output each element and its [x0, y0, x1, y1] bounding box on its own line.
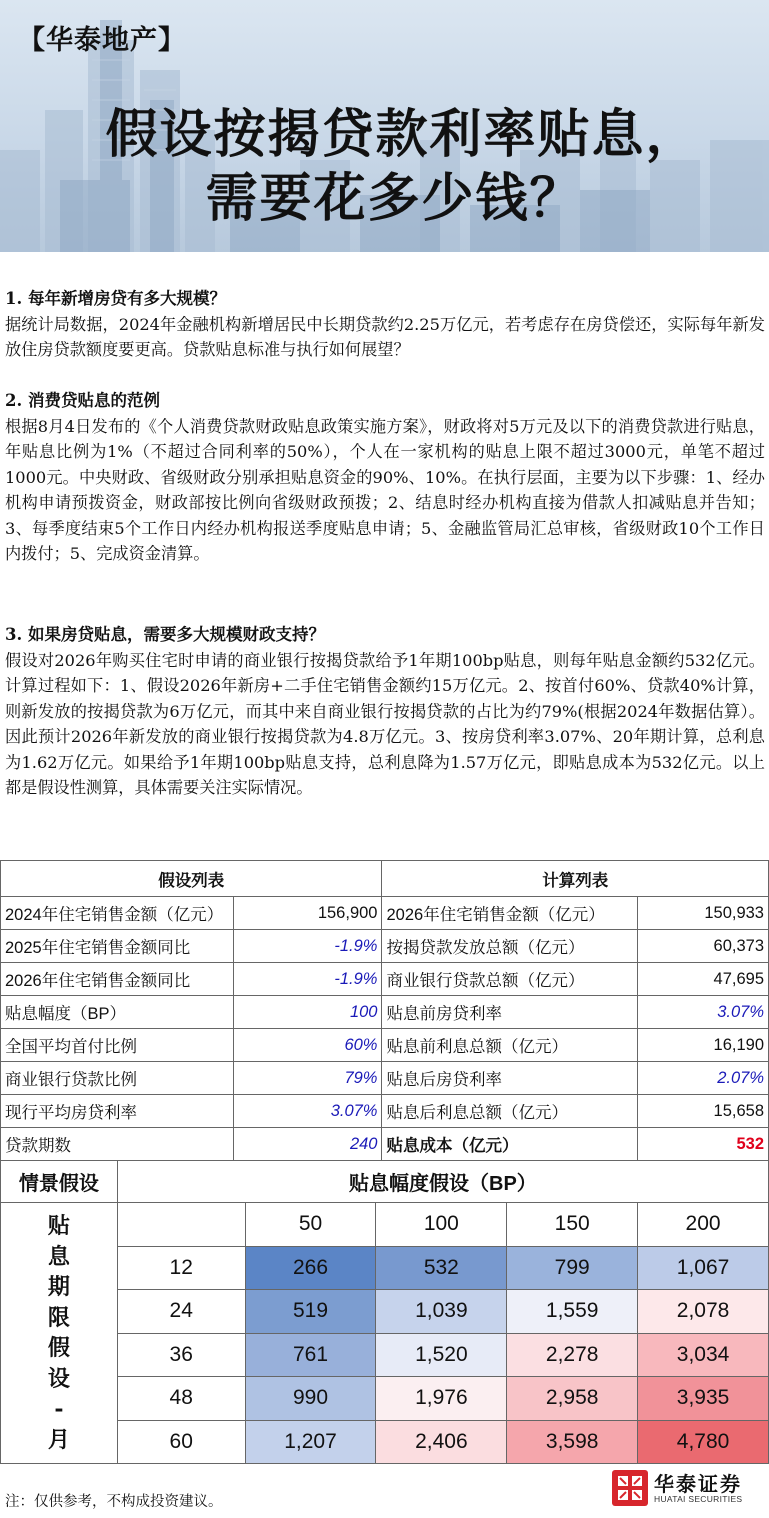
huatai-securities-logo	[612, 1468, 762, 1510]
calculation-value: 150,933	[638, 897, 769, 930]
heatmap-cell: 3,034	[638, 1333, 769, 1377]
assumption-row	[1, 1128, 769, 1161]
assumption-table-header	[1, 861, 769, 897]
assumption-value: 100	[233, 996, 382, 1029]
calculation-label: 商业银行贷款总额（亿元）	[382, 963, 638, 996]
assumption-label: 全国平均首付比例	[1, 1029, 234, 1062]
calculation-value: 3.07%	[638, 996, 769, 1029]
blank-corner-cell	[117, 1203, 245, 1247]
heatmap-cell: 532	[376, 1246, 507, 1290]
heatmap-cell: 1,207	[245, 1420, 376, 1464]
assumption-row	[1, 1062, 769, 1095]
section-body: 假设对2026年购买住宅时申请的商业银行按揭贷款给予1年期100bp贴息，则每年贴息金额约532亿元。计算过程如下：1、假设2026年新房+二手住宅销售金额约15万亿元。2、按首付60%、贷款40%计算，则新发放的按揭贷款为6万亿元，而其中来自商业银行按揭贷款的占比为约79%(根据2024年数据估算）。因此预计2026年新发放的商业银行按揭贷款为4.8万亿元。3、按房贷利率3.07%、20年期计算，总利息为1.62万亿元。如果给予1年期100bp贴息支持，总利息降为1.57万亿元，即贴息成本为532亿元。以上都是假设性测算，具体需要关注实际情况。	[5, 650, 765, 797]
disclaimer-note: 注：仅供参考，不构成投资建议。	[5, 1494, 223, 1510]
assumption-row	[1, 1095, 769, 1128]
calculation-value: 16,190	[638, 1029, 769, 1062]
period-months: 24	[117, 1290, 245, 1334]
heatmap-cell: 761	[245, 1333, 376, 1377]
period-axis-char: 限	[47, 1304, 70, 1331]
period-months: 48	[117, 1377, 245, 1421]
page-title-line1: 假设按揭贷款利率贴息，	[105, 104, 700, 165]
assumption-row	[1, 897, 769, 930]
assumption-list-header: 假设列表	[1, 861, 382, 897]
heatmap-cell: 2,958	[507, 1377, 638, 1421]
assumption-row	[1, 996, 769, 1029]
brand-tag: 【华泰地产】	[18, 25, 186, 56]
calculation-label: 贴息前房贷利率	[382, 996, 638, 1029]
calculation-label: 贴息后利息总额（亿元）	[382, 1095, 638, 1128]
bp-value-header: 50	[245, 1203, 376, 1247]
period-axis-char: 假	[47, 1335, 70, 1361]
bp-values-row	[1, 1203, 769, 1247]
bp-header: 贴息幅度假设（BP）	[117, 1161, 768, 1203]
calculation-value: 47,695	[638, 963, 769, 996]
assumption-label: 贷款期数	[1, 1128, 234, 1161]
assumption-row	[1, 930, 769, 963]
section-2	[5, 388, 765, 567]
calculation-value: 2.07%	[638, 1062, 769, 1095]
assumption-value: 79%	[233, 1062, 382, 1095]
page-title-line2: 需要花多少钱？	[205, 168, 584, 229]
heatmap-cell: 1,039	[376, 1290, 507, 1334]
period-axis-char: 期	[47, 1274, 70, 1300]
period-axis-label	[1, 1203, 118, 1464]
period-months: 12	[117, 1246, 245, 1290]
period-axis-char: -	[54, 1396, 64, 1422]
period-months: 60	[117, 1420, 245, 1464]
calculation-label: 贴息前利息总额（亿元）	[382, 1029, 638, 1062]
assumption-row	[1, 963, 769, 996]
assumption-value: -1.9%	[233, 963, 382, 996]
assumption-label: 2026年住宅销售金额同比	[1, 963, 234, 996]
heatmap-cell: 799	[507, 1246, 638, 1290]
calculation-label: 按揭贷款发放总额（亿元）	[382, 930, 638, 963]
heatmap-cell: 1,976	[376, 1377, 507, 1421]
period-axis-char: 设	[47, 1365, 70, 1392]
heatmap-cell: 519	[245, 1290, 376, 1334]
heatmap-cell: 990	[245, 1377, 376, 1421]
heatmap-cell: 4,780	[638, 1420, 769, 1464]
assumption-value: 240	[233, 1128, 382, 1161]
scenario-table	[0, 1160, 769, 1464]
heatmap-cell: 1,067	[638, 1246, 769, 1290]
scenario-corner-header: 情景假设	[1, 1161, 118, 1203]
bp-value-header: 200	[638, 1203, 769, 1247]
scenario-table-header	[1, 1161, 769, 1203]
heatmap-cell: 3,935	[638, 1377, 769, 1421]
calculation-label: 贴息成本（亿元）	[382, 1128, 638, 1161]
period-months: 36	[117, 1333, 245, 1377]
assumption-label: 2024年住宅销售金额（亿元）	[1, 897, 234, 930]
calculation-label: 2026年住宅销售金额（亿元）	[382, 897, 638, 930]
bp-value-header: 150	[507, 1203, 638, 1247]
assumption-value: 156,900	[233, 897, 382, 930]
header-banner	[0, 0, 769, 252]
heatmap-cell: 1,559	[507, 1290, 638, 1334]
heatmap-cell: 266	[245, 1246, 376, 1290]
section-3	[5, 622, 765, 801]
assumption-value: 3.07%	[233, 1095, 382, 1128]
assumption-value: -1.9%	[233, 930, 382, 963]
heatmap-cell: 1,520	[376, 1333, 507, 1377]
assumption-label: 商业银行贷款比例	[1, 1062, 234, 1095]
calculation-list-header: 计算列表	[382, 861, 769, 897]
section-body: 根据8月4日发布的《个人消费贷款财政贴息政策实施方案》，财政将对5万元及以下的消费贷款进行贴息，年贴息比例为1%（不超过合同利率的50%），个人在一家机构的贴息上限不超过3000元，单笔不超过1000元。中央财政、省级财政分别承担贴息资金的90%、10%。在执行层面，主要为以下步骤：1、经办机构申请预拨资金，财政部按比例向省级财政预拨；2、结息时经办机构直接为借款人扣减贴息并告知；3、每季度结束5个工作日内经办机构报送季度贴息申请；5、金融监管局汇总审核，省级财政10个工作日内拨付；5、完成资金清算。	[5, 416, 765, 563]
section-body: 据统计局数据，2024年金融机构新增居民中长期贷款约2.25万亿元，若考虑存在房贷偿还，实际每年新发放住房贷款额度要更高。贷款贴息标准与执行如何展望？	[5, 314, 765, 359]
calculation-value: 532	[638, 1128, 769, 1161]
period-axis-char: 月	[47, 1426, 70, 1453]
heatmap-cell: 2,278	[507, 1333, 638, 1377]
heatmap-cell: 3,598	[507, 1420, 638, 1464]
bp-value-header: 100	[376, 1203, 507, 1247]
section-heading: 3. 如果房贷贴息，需要多大规模财政支持？	[5, 625, 325, 644]
logo-text-en: HUATAI SECURITIES	[654, 1494, 743, 1504]
assumption-table	[0, 860, 769, 1161]
period-axis-char: 息	[47, 1243, 70, 1270]
assumption-value: 60%	[233, 1029, 382, 1062]
heatmap-cell: 2,078	[638, 1290, 769, 1334]
period-axis-char: 贴	[47, 1213, 70, 1239]
assumption-label: 现行平均房贷利率	[1, 1095, 234, 1128]
logo-text-cn: 华泰证券	[654, 1472, 742, 1496]
calculation-value: 15,658	[638, 1095, 769, 1128]
section-heading: 2. 消费贷贴息的范例	[5, 391, 160, 410]
assumption-row	[1, 1029, 769, 1062]
section-heading: 1. 每年新增房贷有多大规模？	[5, 289, 226, 308]
assumption-label: 2025年住宅销售金额同比	[1, 930, 234, 963]
calculation-label: 贴息后房贷利率	[382, 1062, 638, 1095]
assumption-label: 贴息幅度（BP）	[1, 996, 234, 1029]
section-1	[5, 286, 765, 363]
huatai-logo-icon	[612, 1470, 648, 1506]
heatmap-cell: 2,406	[376, 1420, 507, 1464]
calculation-value: 60,373	[638, 930, 769, 963]
